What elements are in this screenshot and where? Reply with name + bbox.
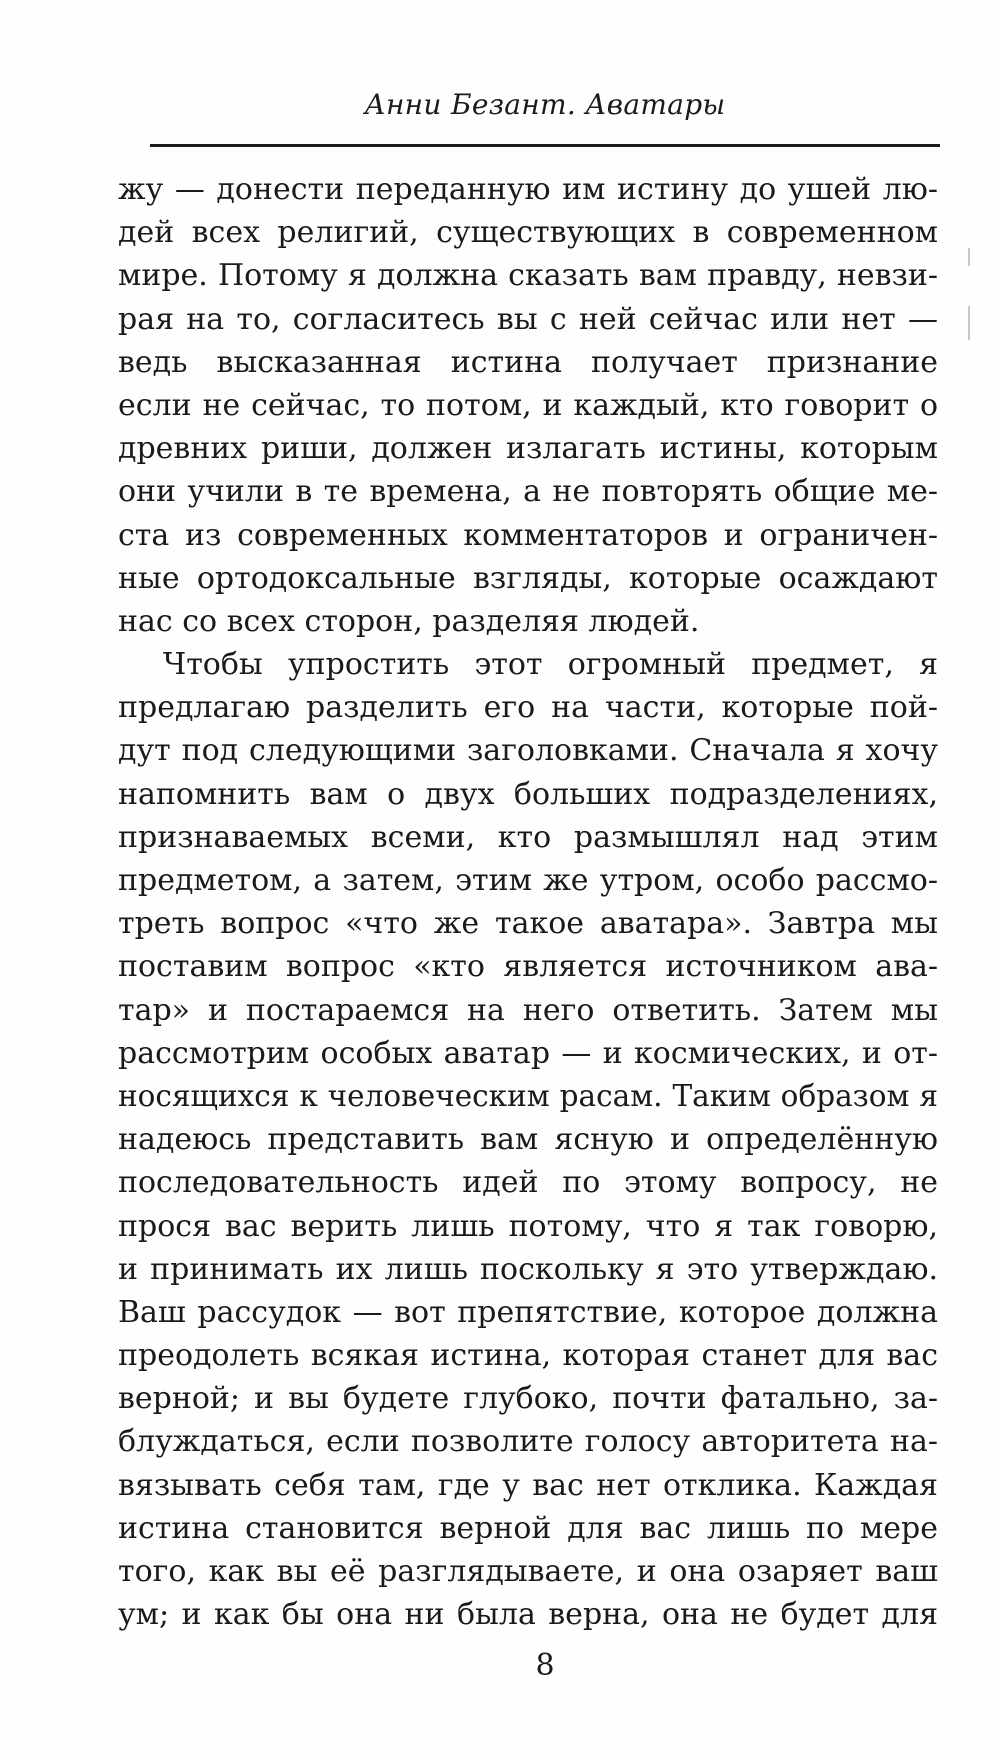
text-line: ум; и как бы она ни была верна, она не будет для xyxy=(118,1597,938,1633)
margin-mark xyxy=(968,248,970,266)
text-line: Чтобы упростить этот огромный предмет, я xyxy=(163,647,938,683)
text-line: преодолеть всякая истина, которая станет для вас xyxy=(118,1338,938,1374)
text-line: треть вопрос «что же такое аватара». Завтра мы xyxy=(118,906,938,942)
text-line: носящихся к человеческим расам. Таким образом я xyxy=(118,1078,938,1113)
body-text xyxy=(118,168,938,1636)
text-line: рассмотрим особых аватар — и космических, и от- xyxy=(118,1035,938,1071)
text-line: блуждаться, если позволите голосу авторитета на- xyxy=(118,1424,938,1460)
page-number: 8 xyxy=(535,1648,555,1683)
text-line: предлагаю разделить его на части, которые пой- xyxy=(118,690,938,726)
header-rule xyxy=(150,144,940,147)
text-line: мире. Потому я должна сказать вам правду, невзи- xyxy=(118,258,938,294)
text-line: тар» и постараемся на него ответить. Затем мы xyxy=(118,992,938,1028)
margin-mark xyxy=(968,306,970,340)
text-line: рая на то, согласитесь вы с ней сейчас или нет — xyxy=(118,301,938,337)
text-line: нас со всех сторон, разделяя людей. xyxy=(118,603,700,639)
running-head: Анни Безант. Аватары xyxy=(364,88,726,121)
text-line: вязывать себя там, где у вас нет отклика. Каждая xyxy=(118,1467,938,1503)
text-line: они учили в те времена, а не повторять общие ме- xyxy=(118,474,938,510)
text-line: дут под следующими заголовками. Сначала я хочу xyxy=(118,733,938,769)
text-line: истина становится верной для вас лишь по мере xyxy=(118,1510,938,1546)
text-line: и принимать их лишь поскольку я это утверждаю. xyxy=(118,1251,938,1287)
text-line: если не сейчас, то потом, и каждый, кто говорит о xyxy=(118,387,938,423)
text-line: дей всех религий, существующих в современном xyxy=(118,215,938,251)
text-line: надеюсь представить вам ясную и определённую xyxy=(118,1122,938,1158)
text-line: ные ортодоксальные взгляды, которые осаждают xyxy=(118,560,938,596)
text-line: ста из современных комментаторов и ограничен- xyxy=(118,517,938,553)
text-line: поставим вопрос «кто является источником ава- xyxy=(118,949,938,985)
paragraph xyxy=(118,643,938,1636)
text-line: Ваш рассудок — вот препятствие, которое должна xyxy=(118,1294,938,1330)
text-line: последовательность идей по этому вопросу, не xyxy=(118,1165,938,1201)
text-line: прося вас верить лишь потому, что я так говорю, xyxy=(118,1208,938,1244)
text-line: напомнить вам о двух больших подразделениях, xyxy=(118,776,938,812)
text-line: ведь высказанная истина получает признание xyxy=(118,344,938,380)
text-line: жу — донести переданную им истину до ушей лю- xyxy=(118,172,938,207)
text-line: того, как вы её разглядываете, и она озаряет ваш xyxy=(118,1554,938,1589)
text-line: признаваемых всеми, кто размышлял над этим xyxy=(118,819,938,855)
text-line: предметом, а затем, этим же утром, особо рассмо- xyxy=(118,863,938,898)
paragraph xyxy=(118,168,938,643)
text-line: верной; и вы будете глубоко, почти фатально, за- xyxy=(118,1381,938,1417)
text-line: древних риши, должен излагать истины, которым xyxy=(118,431,938,467)
